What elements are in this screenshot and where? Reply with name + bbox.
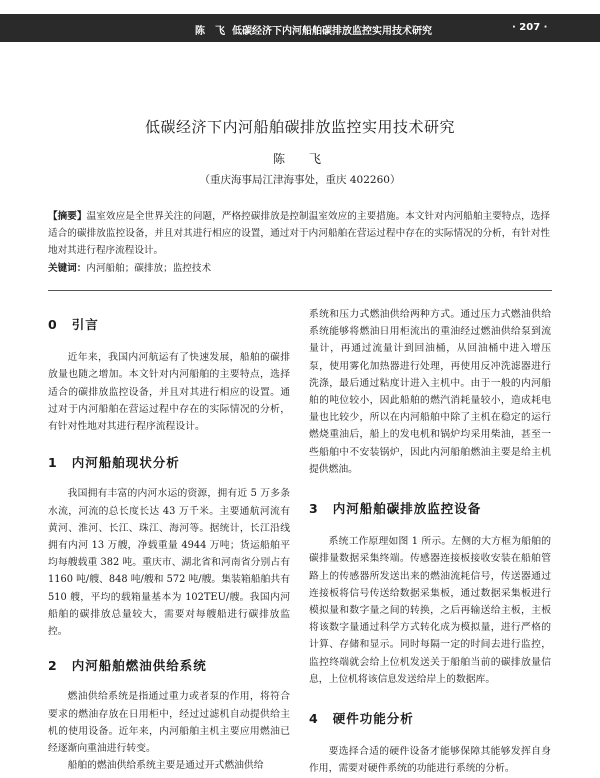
keywords bbox=[48, 260, 550, 274]
paragraph: 船舶的燃油供给系统主要是通过开式燃油供给 bbox=[67, 760, 264, 772]
abstract bbox=[48, 208, 550, 259]
paragraph: 燃油供给系统是指通过重力或者泵的作用，将符合要求的燃油存放在日用柜中，经过过滤机自动提供给主机的使用设备。近年来，内河船舶主机主要应用燃油已经逐渐向重油进行转变。 bbox=[48, 691, 290, 755]
paragraph: 系统工作原理如图 1 所示。左侧的大方框为船舶的碳排量数据采集终端。传感器连接板接收安装在船舶管路上的传感器所发送出来的燃油流耗信号，传送器通过连接板将信号传送给数据采集板，通过数据采集板进行模拟量和数字量之间的转换，之后再输送给主板，主板将该数字量通过科学方式转化成为模拟量，进行严格的计算、存储和显示。同时每隔一定的时间去进行监控，监控终端就会给上位机发送关于船舶当前的碳排放量信息，上位机将该信息发送给岸上的数据库。 bbox=[309, 536, 551, 685]
paragraph: 要选择合适的硬件设备才能够保障其能够发挥自身作用，需要对硬件系统的功能进行系统的分析。 bbox=[309, 746, 551, 775]
paper-author: 陈 飞 bbox=[272, 152, 327, 166]
keywords-text: 内河船舶；碳排放；监控技术 bbox=[86, 263, 212, 274]
header-title: 低碳经济下内河船舶碳排放监控实用技术研究 bbox=[232, 26, 432, 37]
running-header bbox=[0, 14, 600, 42]
header-author: 陈 飞 bbox=[195, 26, 225, 37]
abstract-divider bbox=[48, 290, 552, 291]
author-affiliation: （重庆海事局江津海事处，重庆 402260） bbox=[199, 174, 401, 186]
section-heading: 1 内河船舶现状分析 bbox=[48, 455, 180, 471]
paragraph: 系统和压力式燃油供给两种方式。通过压力式燃油供给系统能够将燃油日用柜流出的重油经过燃油供给泵到流量计，再通过流量计到回油桶，从回油桶中进入增压泵，使用雾化加热器进行处理，再使用反冲洗滤器进行洗涤，最后通过粘度计进入主机中。由于一般的内河船舶的吨位较小，因此船舶的燃汽消耗量较小，造成耗电量也比较少，所以在内河船舶中除了主机在稳定的运行燃烧重油后，船上的发电机和锅炉均采用柴油，甚至一些船舶中不安装锅炉，因此内河船舶燃油主要是给主机提供燃油。 bbox=[309, 309, 551, 475]
abstract-text: 温室效应是全世界关注的问题，严格控碳排放是控制温室效应的主要措施。本文针对内河船舶主要特点，选择适合的碳排放监控设备，并且对其进行相应的设置，通过对于内河船舶在营运过程中存在的实际情况的分析，有针对性地对其进行程序流程设计。 bbox=[48, 211, 551, 256]
section-heading: 0 引言 bbox=[48, 317, 99, 332]
right-column bbox=[309, 306, 551, 778]
abstract-label: 【摘要】 bbox=[48, 211, 87, 222]
paper-title: 低碳经济下内河船舶碳排放监控实用技术研究 bbox=[144, 118, 455, 136]
section-heading: 4 硬件功能分析 bbox=[309, 711, 414, 727]
paragraph: 我国拥有丰富的内河水运的资源，拥有近 5 万多条水流，河流的总长度长达 43 万千米。主要通航河流有黄河、淮河、长江、珠江、海河等。据统计，长江沿线拥有内河 13 万艘，净载重量 4944 万吨；货运船舶平均每艘载重 382 吨。重庆市、湖北省和河南省分别占有 1160 吨/艘、848 吨/艘和 572 吨/艘。集装箱船舶共有 510 艘，平均的载箱量基本为 102TEU/艘。我国内河船舶的碳排放总量较大，需要对每艘船进行碳排放监控。 bbox=[48, 488, 290, 638]
section-heading: 2 内河船舶燃油供给系统 bbox=[48, 658, 207, 674]
paragraph: 近年来，我国内河航运有了快速发展，船舶的碳排放量也随之增加。本文针对内河船舶的主要特点，选择适合的碳排放监控设备，并且对其进行相应的设置。通过对于内河船舶在营运过程中存在的实际情况的分析，有针对性地对其进行程序流程设计。 bbox=[48, 352, 290, 433]
keywords-label: 关键词： bbox=[48, 263, 87, 274]
left-column bbox=[48, 306, 290, 774]
page-number: · 207 · bbox=[512, 22, 548, 33]
section-heading: 3 内河船舶碳排放监控设备 bbox=[309, 501, 482, 517]
